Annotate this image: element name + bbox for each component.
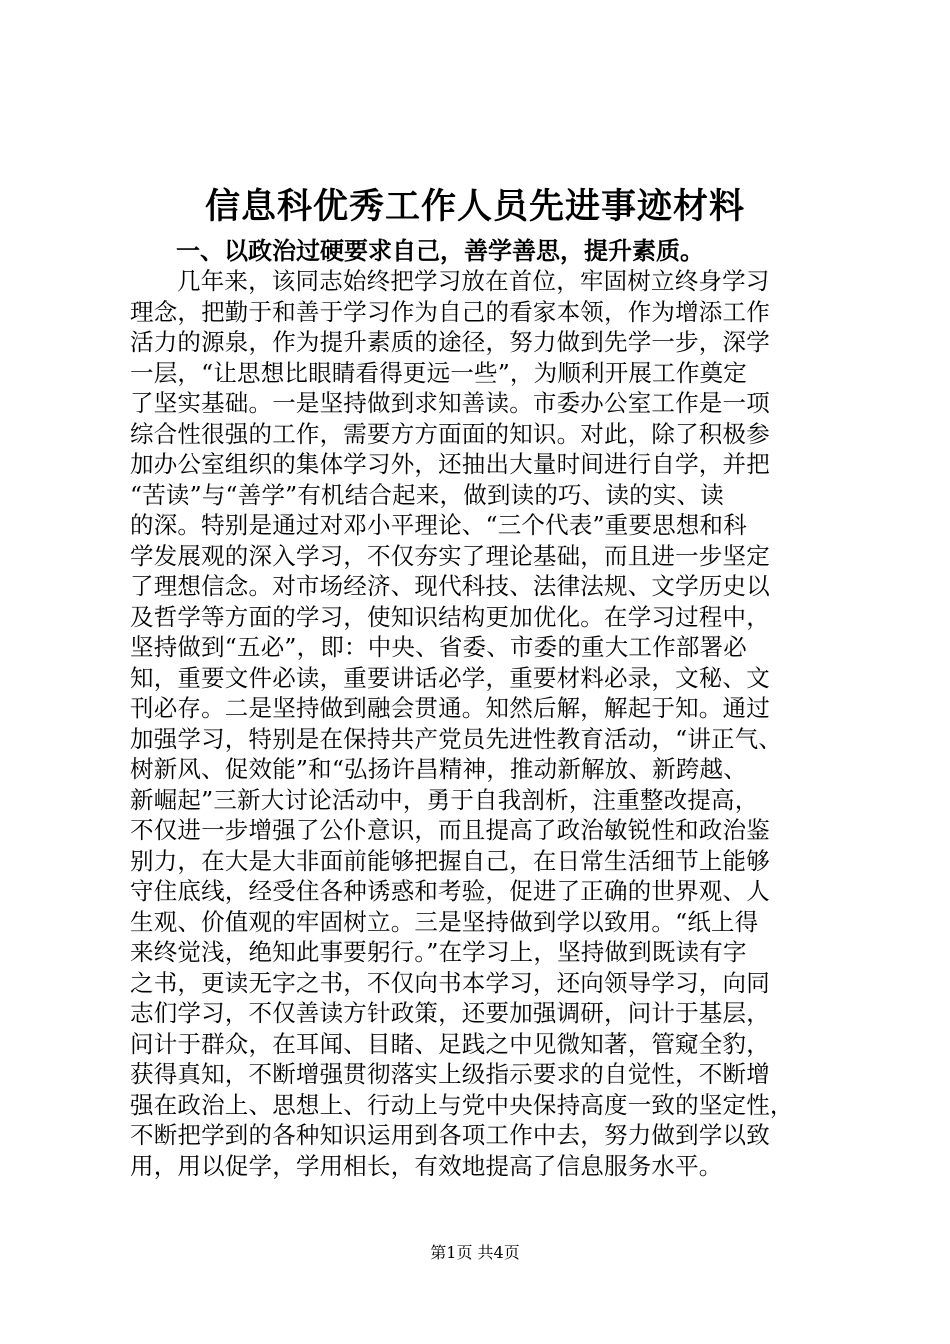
document-title: 信息科优秀工作人员先进事迹材料 [204, 186, 745, 227]
paragraph-line: 加办公室组织的集体学习外，还抽出大量时间进行自学，并把 [130, 450, 770, 478]
body-paragraph [130, 266, 850, 1181]
paragraph-line: 一层，“让思想比眼睛看得更远一些”，为顺利开展工作奠定 [130, 358, 747, 387]
paragraph-line: 别力，在大是大非面前能够把握自己，在日常生活细节上能够 [130, 846, 770, 875]
paragraph-line: 生观、价值观的牢固树立。三是坚持做到学以致用。“纸上得 [130, 907, 759, 936]
paragraph-line: 强在政治上、思想上、行动上与党中央保持高度一致的坚定性， [130, 1090, 794, 1119]
paragraph-line: 几年来，该同志始终把学习放在首位，牢固树立终身学习 [177, 267, 770, 295]
paragraph-line: 的深。特别是通过对邓小平理论、“三个代表”重要思想和科 [130, 511, 747, 539]
paragraph-line: 问计于群众，在耳闻、目睹、足践之中见微知著，管窥全豹， [130, 1029, 770, 1058]
paragraph-line: 不仅进一步增强了公仆意识，而且提高了政治敏锐性和政治鉴 [130, 816, 770, 844]
paragraph-line: 树新风、促效能”和“弘扬许昌精神，推动新解放、新跨越、 [130, 755, 747, 783]
paragraph-line: 新崛起”三新大讨论活动中，勇于自我剖析，注重整改提高， [130, 785, 759, 814]
paragraph-line: 活力的源泉，作为提升素质的途径，努力做到先学一步，深学 [130, 328, 770, 356]
paragraph-line: 用，用以促学，学用相长，有效地提高了信息服务水平。 [130, 1151, 723, 1180]
paragraph-line: 知，重要文件必读，重要讲话必学，重要材料必录，文秘、文 [130, 663, 770, 692]
paragraph-line: 坚持做到“五必”，即：中央、省委、市委的重大工作部署必 [130, 633, 747, 661]
paragraph-line: 守住底线，经受住各种诱惑和考验，促进了正确的世界观、人 [130, 877, 770, 905]
paragraph-line: 及哲学等方面的学习，使知识结构更加优化。在学习过程中， [130, 602, 770, 631]
paragraph-line: 不断把学到的各种知识运用到各项工作中去，努力做到学以致 [130, 1121, 770, 1149]
paragraph-line: 加强学习，特别是在保持共产党员先进性教育活动，“讲正气、 [130, 724, 783, 753]
paragraph-line: 了坚实基础。一是坚持做到求知善读。市委办公室工作是一项 [130, 389, 770, 417]
paragraph-line: 志们学习，不仅善读方针政策，还要加强调研，问计于基层， [130, 999, 770, 1027]
paragraph-line: “苦读”与“善学”有机结合起来，做到读的巧、读的实、读 [130, 480, 724, 509]
paragraph-line: 了理想信念。对市场经济、现代科技、法律法规、文学历史以 [130, 572, 770, 600]
paragraph-line: 刊必存。二是坚持做到融会贯通。知然后解，解起于知。通过 [130, 694, 770, 722]
paragraph-line: 来终觉浅，绝知此事要躬行。”在学习上，坚持做到既读有字 [130, 938, 747, 966]
paragraph-line: 学发展观的深入学习，不仅夯实了理论基础，而且进一步坚定 [130, 541, 770, 570]
page-footer: 第1页 共4页 [430, 1243, 520, 1262]
paragraph-line: 获得真知，不断增强贯彻落实上级指示要求的自觉性，不断增 [130, 1060, 770, 1088]
paragraph-line: 综合性很强的工作，需要方方面面的知识。对此，除了积极参 [130, 419, 770, 448]
paragraph-line: 理念，把勤于和善于学习作为自己的看家本领，作为增添工作 [130, 297, 770, 326]
paragraph-line: 之书，更读无字之书，不仅向书本学习，还向领导学习，向同 [130, 968, 770, 997]
section-heading: 一、以政治过硬要求自己，善学善思，提升素质。 [176, 236, 704, 265]
